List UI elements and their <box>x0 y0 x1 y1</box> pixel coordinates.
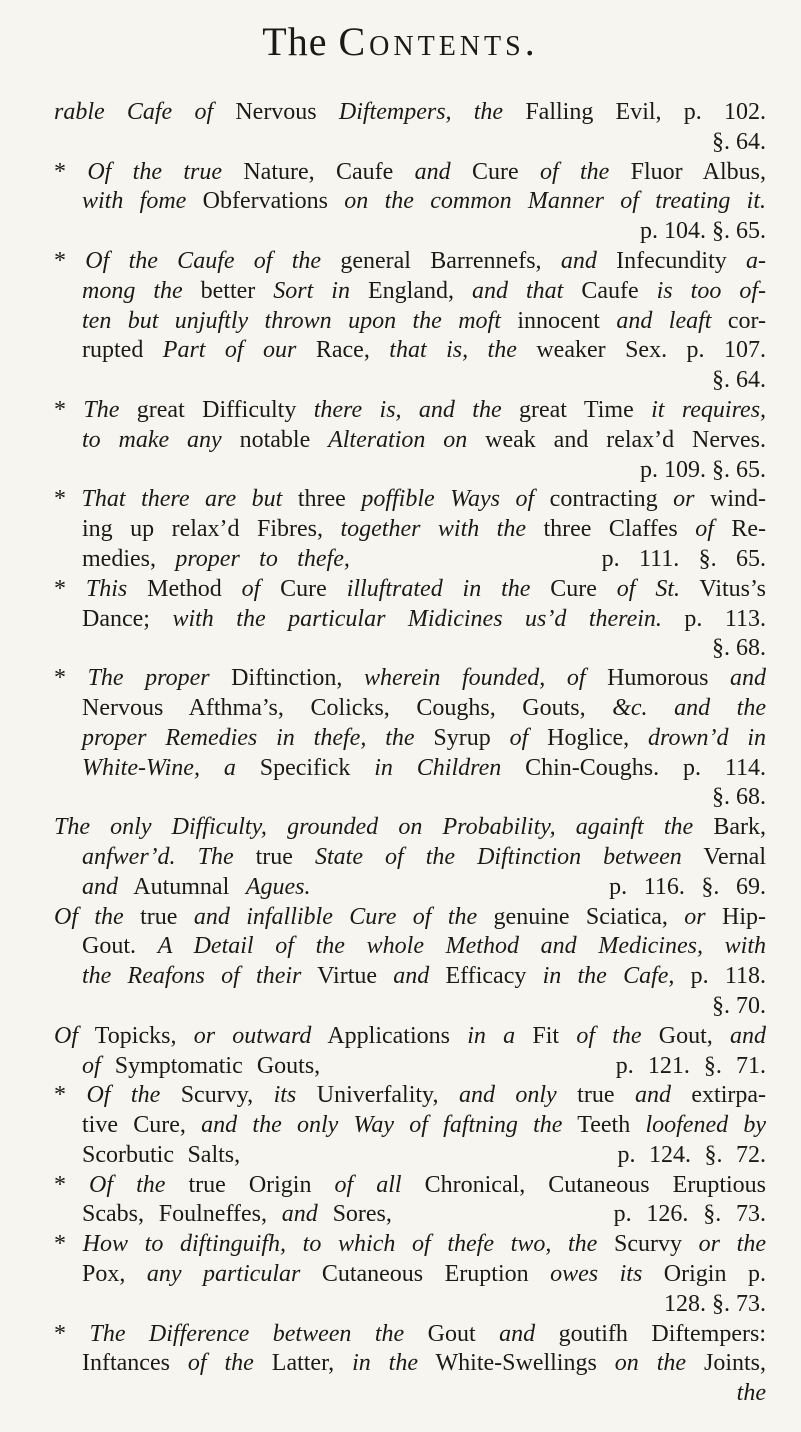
text-line: * The great Difficulty there is, and the great Time it requires, <box>54 396 767 423</box>
text-line: Of Topicks, or outward Applications in a Fit of the Gout, and <box>54 1022 767 1049</box>
text-line: §. 64. <box>712 128 766 155</box>
text-line: 128. §. 73. <box>664 1290 766 1317</box>
text-line: Dance; with the particular Midicines us’d therein. p. 113. <box>82 605 767 632</box>
text-line: rable Cafe of Nervous Diftempers, the Falling Evil, p. 102. <box>54 99 766 125</box>
text-line: p. 104. §. 65. <box>640 218 766 245</box>
text-line: Scorbutic Salts, p. 124. §. 72. <box>82 1141 766 1168</box>
text-line: to make any notable Alteration on weak and relax’d Nerves. <box>82 426 766 453</box>
text-line: rupted Part of our Race, that is, the weaker Sex. p. 107. <box>82 337 767 364</box>
page-header <box>0 18 801 65</box>
text-line: Gout. A Detail of the whole Method and Medicines, with <box>82 933 766 960</box>
text-line: §. 70. <box>712 992 766 1019</box>
text-line: * How to diftinguifh, to which of thefe two, the Scurvy or the <box>54 1231 766 1258</box>
text-line: the <box>736 1380 766 1407</box>
text-line: and Autumnal Agues. p. 116. §. 69. <box>82 873 766 900</box>
text-line: Of the true and infallible Cure of the genuine Sciatica, or Hip- <box>54 903 767 930</box>
text-line: * Of the Caufe of the general Barrennefs, and Infecundity a- <box>54 247 767 274</box>
text-line: * Of the true Nature, Caufe and Cure of the Fluor Albus, <box>54 158 767 185</box>
text-line: * The proper Diftinction, wherein founded, of Humorous and <box>54 665 766 692</box>
text-line: * Of the Scurvy, its Univerfality, and only true and extirpa- <box>54 1082 767 1109</box>
text-line: * Of the true Origin of all Chronical, Cutaneous Eruptious <box>54 1171 766 1198</box>
contents-text <box>54 98 766 1409</box>
text-line: * The Difference between the Gout and goutifh Diftempers: <box>54 1320 767 1347</box>
text-line: Pox, any particular Cutaneous Eruption owes its Origin p. <box>82 1261 766 1288</box>
text-line: mong the better Sort in England, and that Caufe is too of- <box>82 277 766 304</box>
text-line: ing up relax’d Fibres, together with the three Claffes of Re- <box>82 516 766 543</box>
text-line: The only Difficulty, grounded on Probability, againft the Bark, <box>54 814 766 841</box>
text-line: Inftances of the Latter, in the White-Swellings on the Joints, <box>82 1350 766 1377</box>
text-line: White-Wine, a Specifick in Children Chin-Coughs. p. 114. <box>82 754 766 781</box>
text-line: of Symptomatic Gouts, p. 121. §. 71. <box>82 1052 766 1079</box>
text-line: the Reafons of their Virtue and Efficacy in the Cafe, p. 118. <box>82 963 766 990</box>
text-line: medies, proper to thefe, p. 111. §. 65. <box>82 545 767 572</box>
text-line: anfwer’d. The true State of the Diftinction between Vernal <box>82 843 766 870</box>
text-line: * That there are but three poffible Ways of contracting or wind- <box>54 486 767 513</box>
text-line: §. 68. <box>712 784 766 811</box>
text-line: §. 68. <box>712 635 766 662</box>
text-line: Nervous Afthma’s, Colicks, Coughs, Gouts, &c. and the <box>82 694 767 721</box>
text-line: tive Cure, and the only Way of faftning the Teeth loofened by <box>82 1112 766 1139</box>
header-contents: Contents. <box>338 19 539 64</box>
text-line: * This Method of Cure illuftrated in the Cure of St. Vitus’s <box>54 575 767 602</box>
text-line: with fome Obfervations on the common Manner of treating it. <box>82 188 767 215</box>
text-line: §. 64. <box>712 367 766 394</box>
text-line: Scabs, Foulneffes, and Sores, p. 126. §. 73. <box>82 1201 766 1228</box>
text-line: ten but unjuftly thrown upon the moft innocent and leaft cor- <box>82 307 767 334</box>
text-line: proper Remedies in thefe, the Syrup of Hoglice, drown’d in <box>82 724 766 751</box>
header-the: The <box>262 19 328 64</box>
text-line: p. 109. §. 65. <box>640 456 766 483</box>
